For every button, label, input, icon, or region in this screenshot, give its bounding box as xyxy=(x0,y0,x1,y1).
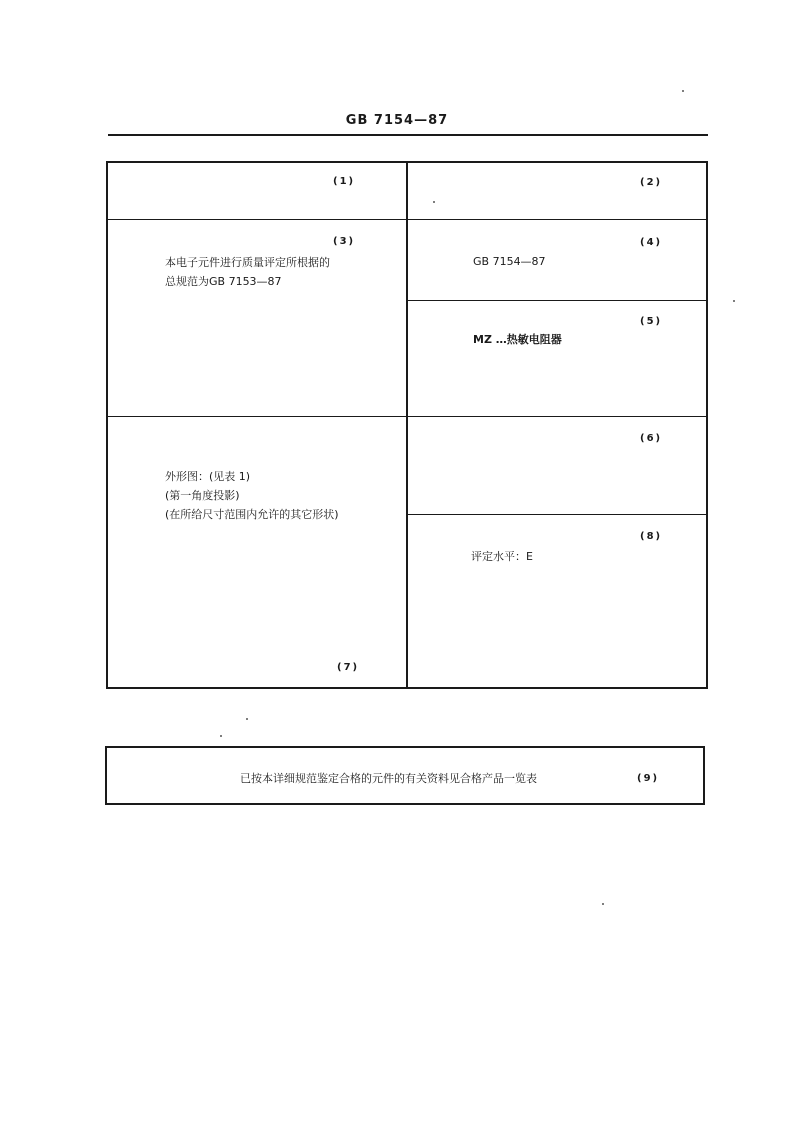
scan-speck xyxy=(682,90,684,92)
cell-5-text: MZ …热敏电阻器 xyxy=(473,333,562,346)
cell-3-number: (3) xyxy=(333,236,356,247)
scan-speck xyxy=(246,718,248,720)
row-divider-1 xyxy=(106,219,708,220)
cell-3-text-line-1: 本电子元件进行质量评定所根据的 xyxy=(165,256,330,269)
cell-4-number: (4) xyxy=(640,237,663,248)
cell-8-text: 评定水平：E xyxy=(471,550,533,563)
row-divider-right-a xyxy=(406,300,708,301)
cell-8-number: (8) xyxy=(640,531,663,542)
scan-speck xyxy=(433,201,435,203)
qualified-products-text: 已按本详细规范鉴定合格的元件的有关资料见合格产品一览表 xyxy=(240,772,537,785)
cell-7-text-line-3: (在所给尺寸范围内允许的其它形状) xyxy=(165,508,339,521)
header-rule xyxy=(108,134,708,136)
cell-7-text-line-1: 外形图：(见表 1) xyxy=(165,470,251,483)
cell-1-number: (1) xyxy=(333,176,356,187)
scan-speck xyxy=(602,903,604,905)
cell-6-number: (6) xyxy=(640,433,663,444)
cell-9-number: (9) xyxy=(637,773,660,784)
cell-3-text-line-2: 总规范为GB 7153—87 xyxy=(165,275,282,288)
cell-4-text: GB 7154—87 xyxy=(473,255,546,268)
cell-7-text-line-2: (第一角度投影) xyxy=(165,489,240,502)
document-code-header: GB 7154—87 xyxy=(345,113,449,128)
cell-2-number: (2) xyxy=(640,177,663,188)
row-divider-2 xyxy=(106,416,708,417)
scan-speck xyxy=(220,735,222,737)
cell-7-number: (7) xyxy=(337,662,360,673)
row-divider-right-b xyxy=(406,514,708,515)
cell-5-number: (5) xyxy=(640,316,663,327)
scan-speck xyxy=(733,300,735,302)
center-divider xyxy=(406,161,408,689)
